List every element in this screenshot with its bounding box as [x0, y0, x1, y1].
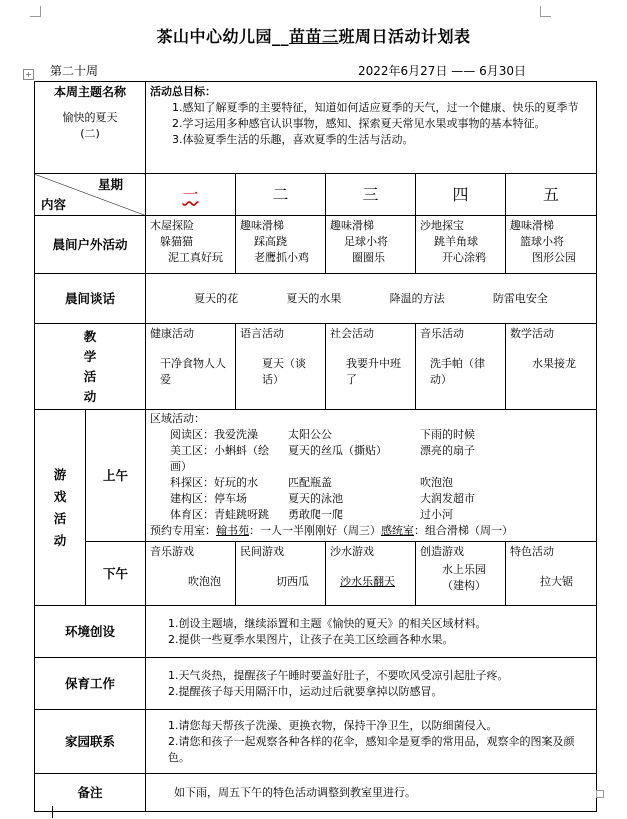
environment-item: 1.创设主题墙，继续添置和主题《愉快的夏天》的相关区域材料。: [168, 616, 487, 630]
games-label-char: 活: [53, 510, 67, 526]
afternoon-name: 水上乐园（建构）: [442, 563, 487, 592]
family-item: 2.请您和孩子一起观察各种各样的花伞，感知伞是夏季的常用品，观察伞的图案及颜色。: [168, 734, 575, 764]
outdoor-item: 足球小将: [344, 235, 389, 248]
afternoon-type: 沙水游戏: [330, 545, 375, 558]
special-room-name: 感统室: [381, 524, 415, 537]
afternoon-cell: [416, 542, 506, 606]
care-item: 2.提醒孩子每天用隔汗巾，运动过后就要拿掉以防感冒。: [168, 684, 443, 698]
goals-cell: [146, 82, 597, 174]
teaching-name: 我要升中班了: [346, 357, 402, 386]
theme-cell: [35, 82, 146, 174]
environment-item: 2.提供一些夏季水果图片，让孩子在美工区绘画各种水果。: [168, 632, 454, 646]
outdoor-item: 踩高跷: [254, 235, 288, 248]
care-cell: [146, 658, 597, 710]
games-label-char: 戏: [53, 488, 67, 504]
outdoor-cell: [146, 216, 236, 274]
teaching-type: 数学活动: [510, 327, 555, 340]
teaching-type: 社会活动: [330, 327, 375, 340]
games-morning-row: [35, 410, 597, 542]
area-item: 夏天的泳池: [288, 492, 344, 505]
special-room-line: [150, 523, 592, 539]
weekly-plan-table: [34, 81, 597, 812]
afternoon-type: 创造游戏: [420, 545, 465, 558]
week-number: 第二十周: [50, 64, 99, 78]
area-item: 吹泡泡: [420, 476, 454, 489]
games-label-char: 动: [53, 532, 67, 548]
afternoon-type: 特色活动: [510, 545, 555, 558]
goal-item: 3.体验夏季生活的乐趣，喜欢夏季的生活与活动。: [172, 133, 414, 146]
outdoor-item: 木屋探险: [150, 219, 195, 232]
area-item: 大润发超市: [420, 492, 476, 505]
theme-row: [35, 82, 597, 174]
special-room-activity: ：组合滑梯（周一）: [414, 524, 514, 537]
teaching-type: 健康活动: [150, 327, 195, 340]
area-item: 美工区：小蝌蚪（绘画）: [170, 444, 270, 473]
outdoor-row: [35, 216, 597, 274]
day-monday: [146, 174, 236, 216]
day-tuesday: 二: [236, 174, 326, 216]
theme-number: (二): [80, 127, 100, 140]
area-item: 建构区：停车场: [170, 492, 248, 505]
area-activities-cell: [146, 410, 597, 542]
area-item: 阅读区：我爱洗澡: [170, 428, 259, 441]
care-label: 保育工作: [35, 658, 146, 710]
area-item: 漂亮的扇子: [420, 444, 476, 457]
afternoon-type: 音乐游戏: [150, 545, 195, 558]
afternoon-cell: [326, 542, 416, 606]
table-move-handle-icon[interactable]: +: [23, 69, 34, 80]
teaching-label-char: 活: [83, 368, 97, 384]
care-item: 1.天气炎热，提醒孩子午睡时要盖好肚子，不要吹风受凉引起肚子疼。: [168, 668, 509, 682]
title-suffix: 班周日活动计划表: [338, 27, 471, 46]
teaching-label: [35, 324, 146, 410]
outdoor-item: 篮球小将: [520, 235, 565, 248]
page-corner-mark: [30, 6, 41, 17]
page-corner-mark: [540, 6, 551, 17]
afternoon-name: 吹泡泡: [188, 575, 222, 588]
games-label-char: 游: [53, 466, 67, 482]
remarks-row: [35, 774, 597, 812]
outdoor-item: 趣味滑梯: [510, 219, 555, 232]
afternoon-cell: [146, 542, 236, 606]
teaching-type: 语言活动: [240, 327, 285, 340]
area-row: [150, 507, 592, 523]
outdoor-item: 圈圈乐: [352, 251, 386, 264]
teaching-cell: [146, 324, 236, 410]
outdoor-cell: [326, 216, 416, 274]
special-room-name: 翰书苑: [216, 524, 250, 537]
area-item: 下雨的时候: [420, 428, 476, 441]
area-item: 体育区：青蛙跳呀跳: [170, 508, 270, 521]
page-title: [0, 24, 627, 47]
area-item: 科探区：好玩的水: [170, 476, 259, 489]
area-item: 匹配瓶盖: [288, 476, 333, 489]
teaching-cell: [236, 324, 326, 410]
outdoor-label: 晨间户外活动: [35, 216, 146, 274]
outdoor-item: 老鹰抓小鸡: [254, 251, 310, 264]
outdoor-item: 趣味滑梯: [330, 219, 375, 232]
day-thursday: 四: [416, 174, 506, 216]
talk-topic: 防雷电安全: [492, 291, 548, 305]
afternoon-name: 拉大锯: [540, 575, 574, 588]
talk-topic: 夏天的花: [194, 291, 239, 305]
outdoor-item: 躲猫猫: [160, 235, 194, 248]
area-title: 区域活动：: [150, 412, 206, 425]
environment-row: [35, 606, 597, 658]
morning-label: 上午: [86, 410, 146, 542]
title-prefix: 茶山中心幼儿园__: [156, 27, 289, 46]
special-room-prefix: 预约专用室：: [150, 524, 217, 537]
talk-cell: [146, 274, 597, 324]
area-item: 太阳公公: [288, 428, 333, 441]
outdoor-cell: [506, 216, 597, 274]
diagonal-header-cell: [35, 174, 146, 216]
afternoon-label: 下午: [86, 542, 146, 606]
remarks-label: 备注: [35, 774, 146, 812]
games-label: [35, 410, 86, 606]
area-item: 勇敢爬一爬: [288, 508, 344, 521]
day-label: 一: [182, 184, 199, 204]
date-range: 2022年6月27日 —— 6月30日: [358, 64, 526, 78]
theme-label: 本周主题名称: [54, 85, 127, 99]
outdoor-item: 开心涂鸦: [442, 251, 487, 264]
teaching-label-char: 学: [83, 348, 97, 364]
area-row: [150, 427, 592, 443]
outdoor-item: 跳羊角球: [434, 235, 479, 248]
header-weekday-label: 星期: [98, 177, 124, 192]
family-item: 1.请您每天帮孩子洗澡、更换衣物，保持干净卫生，以防细菌侵入。: [168, 718, 498, 732]
family-label: 家园联系: [35, 710, 146, 774]
teaching-cell: [506, 324, 597, 410]
area-item: 夏天的丝瓜（撕贴）: [288, 444, 388, 457]
special-room-activity: ：一人一半刚刚好（周三）: [249, 524, 382, 537]
teaching-label-char: 教: [83, 328, 97, 344]
afternoon-type: 民间游戏: [240, 545, 285, 558]
afternoon-cell: [236, 542, 326, 606]
outdoor-cell: [236, 216, 326, 274]
teaching-name: 洗手帕（律动）: [430, 357, 486, 386]
environment-label: 环境创设: [35, 606, 146, 658]
class-name: 苗苗三: [288, 27, 339, 46]
talk-topic: 夏天的水果: [286, 291, 342, 305]
teaching-label-char: 动: [83, 388, 97, 404]
remarks-text: 如下雨，周五下午的特色活动调整到教室里进行。: [146, 774, 597, 812]
teaching-cell: [326, 324, 416, 410]
outdoor-item: 沙地探宝: [420, 219, 465, 232]
teaching-row: [35, 324, 597, 410]
family-row: [35, 710, 597, 774]
day-friday: 五: [506, 174, 597, 216]
outdoor-item: 趣味滑梯: [240, 219, 285, 232]
day-wednesday: 三: [326, 174, 416, 216]
talk-label: 晨间谈话: [35, 274, 146, 324]
talk-topic: 降温的方法: [389, 291, 445, 305]
teaching-name: 水果接龙: [532, 357, 577, 370]
area-row: [150, 443, 592, 475]
outdoor-item: 图形公园: [532, 251, 577, 264]
teaching-type: 音乐活动: [420, 327, 465, 340]
care-row: [35, 658, 597, 710]
talk-row: [35, 274, 597, 324]
family-cell: [146, 710, 597, 774]
environment-cell: [146, 606, 597, 658]
theme-name: 愉快的夏天: [62, 111, 118, 124]
area-item: 过小河: [420, 508, 454, 521]
goal-item: 1.感知了解夏季的主要特征，知道如何适应夏季的天气，过一个健康、快乐的夏季节: [172, 101, 579, 114]
games-afternoon-row: [35, 542, 597, 606]
text-cursor: [52, 806, 53, 818]
goal-item: 2.学习运用多种感官认识事物，感知、探索夏天常见水果或事物的基本特征。: [172, 117, 546, 130]
teaching-name: 夏天（谈话）: [262, 357, 307, 386]
day-header-row: [35, 174, 597, 216]
goals-title: 活动总目标：: [150, 85, 217, 98]
teaching-cell: [416, 324, 506, 410]
teaching-name: 干净食物人人爱: [160, 357, 227, 386]
table-resize-handle-icon[interactable]: [596, 790, 604, 798]
afternoon-name: 切西瓜: [276, 575, 310, 588]
header-content-label: 内容: [41, 197, 67, 212]
afternoon-name: 沙水乐翻天: [340, 575, 396, 588]
afternoon-cell: [506, 542, 597, 606]
area-row: [150, 475, 592, 491]
area-row: [150, 491, 592, 507]
outdoor-cell: [416, 216, 506, 274]
outdoor-item: 泥工真好玩: [168, 251, 224, 264]
